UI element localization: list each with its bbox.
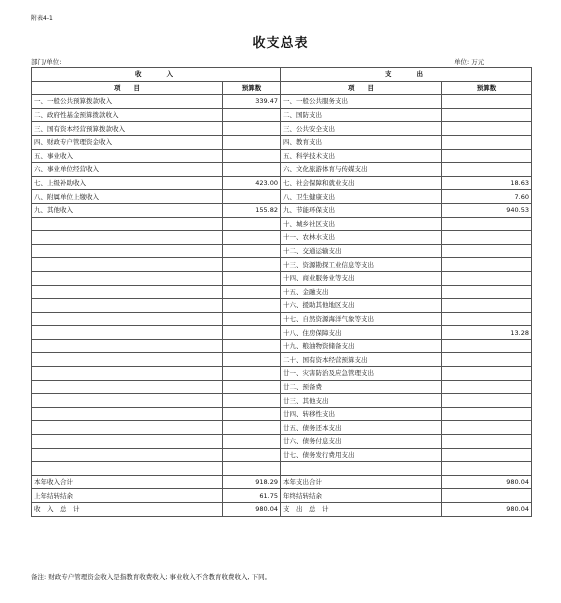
income-value-cell [223,244,281,258]
expense-item-cell: 六、文化旅游体育与传媒支出 [281,163,442,177]
total-row [32,503,532,517]
expense-value-cell [442,258,532,272]
expense-value-cell: 7.60 [442,190,532,204]
expense-value-cell [442,407,532,421]
table-row [32,231,532,245]
table-row [32,176,532,190]
table-row [32,122,532,136]
expense-budget-header: 预算数 [442,81,532,95]
income-item-cell [32,339,223,353]
table-row [32,299,532,313]
table-row [32,285,532,299]
income-item-cell [32,258,223,272]
income-value-cell [223,217,281,231]
expense-value-cell [442,299,532,313]
income-item-cell [32,231,223,245]
income-item-cell [32,367,223,381]
table-row [32,380,532,394]
expense-item-cell [281,462,442,476]
income-value-cell [223,394,281,408]
table-row [32,339,532,353]
expense-section-header: 支 出 [281,68,532,82]
income-value-cell [223,271,281,285]
expense-item-cell: 十一、农林水支出 [281,231,442,245]
expense-value-cell [442,285,532,299]
income-value-cell [223,421,281,435]
income-budget-header: 预算数 [223,81,281,95]
expense-item-cell: 廿一、灾害防治及应急管理支出 [281,367,442,381]
appendix-label: 附表4-1 [31,15,53,22]
income-item-cell: 六、事业单位经营收入 [32,163,223,177]
table-row [32,326,532,340]
income-value-cell [223,367,281,381]
income-value-cell [223,462,281,476]
income-value-cell [223,108,281,122]
income-item-header: 项 目 [32,81,223,95]
expense-item-cell: 十三、资源勘探工业信息等支出 [281,258,442,272]
expense-value-cell: 13.28 [442,326,532,340]
table-row [32,135,532,149]
income-item-cell [32,380,223,394]
expense-value-cell [442,271,532,285]
income-item-cell: 四、财政专户管理资金收入 [32,135,223,149]
expense-item-cell: 四、教育支出 [281,135,442,149]
column-header-row [32,81,532,95]
income-value-cell [223,231,281,245]
expense-item-cell: 十七、自然资源海洋气象等支出 [281,312,442,326]
income-section-header: 收 入 [32,68,281,82]
income-value-cell [223,353,281,367]
expense-item-cell: 廿六、债务付息支出 [281,435,442,449]
expense-item-cell: 廿三、其他支出 [281,394,442,408]
total-row [32,475,532,489]
income-item-cell: 三、国有资本经营预算拨款收入 [32,122,223,136]
income-value-cell [223,339,281,353]
income-item-cell [32,462,223,476]
expense-item-cell: 本年支出合计 [281,475,442,489]
income-item-cell: 八、附属单位上缴收入 [32,190,223,204]
income-item-cell [32,448,223,462]
table-row [32,407,532,421]
income-item-cell [32,421,223,435]
income-item-cell: 收 入 总 计 [32,503,223,517]
expense-item-cell: 二十、国有资本经营预算支出 [281,353,442,367]
expense-item-cell: 十、城乡社区支出 [281,217,442,231]
expense-value-cell: 980.04 [442,503,532,517]
income-value-cell [223,135,281,149]
income-value-cell: 61.75 [223,489,281,503]
income-value-cell [223,448,281,462]
income-value-cell [223,149,281,163]
expense-item-cell: 十九、粮油物资储备支出 [281,339,442,353]
expense-item-cell: 九、节能环保支出 [281,203,442,217]
table-row [32,190,532,204]
table-row [32,271,532,285]
income-value-cell [223,122,281,136]
expense-value-cell [442,135,532,149]
expense-value-cell: 980.04 [442,475,532,489]
expense-value-cell [442,448,532,462]
income-value-cell [223,312,281,326]
expense-value-cell [442,489,532,503]
department-label: 部门/单位: [31,58,62,66]
income-item-cell [32,326,223,340]
income-value-cell: 980.04 [223,503,281,517]
income-item-cell [32,394,223,408]
income-item-cell [32,285,223,299]
income-item-cell: 五、事业收入 [32,149,223,163]
expense-value-cell [442,394,532,408]
expense-value-cell: 18.63 [442,176,532,190]
income-item-cell [32,244,223,258]
expense-value-cell [442,339,532,353]
expense-value-cell [442,108,532,122]
expense-value-cell [442,367,532,381]
income-item-cell [32,312,223,326]
expense-item-cell: 廿四、转移性支出 [281,407,442,421]
income-item-cell: 本年收入合计 [32,475,223,489]
table-row [32,258,532,272]
income-item-cell [32,435,223,449]
table-row [32,367,532,381]
income-item-cell [32,407,223,421]
total-row [32,489,532,503]
expense-value-cell [442,462,532,476]
income-value-cell: 339.47 [223,95,281,109]
income-value-cell [223,299,281,313]
expense-item-cell: 十六、援助其他地区支出 [281,299,442,313]
income-item-cell [32,353,223,367]
expense-item-cell: 二、国防支出 [281,108,442,122]
expense-value-cell [442,353,532,367]
expense-item-cell: 七、社会保障和就业支出 [281,176,442,190]
expense-value-cell [442,122,532,136]
expense-item-cell: 十五、金融支出 [281,285,442,299]
income-item-cell: 上年结转结余 [32,489,223,503]
income-value-cell [223,326,281,340]
budget-table [31,67,532,517]
expense-value-cell: 940.53 [442,203,532,217]
expense-item-cell: 一、一般公共服务支出 [281,95,442,109]
table-row [32,435,532,449]
expense-value-cell [442,312,532,326]
income-value-cell [223,258,281,272]
expense-item-cell: 支 出 总 计 [281,503,442,517]
section-header-row [32,68,532,82]
expense-item-cell: 十八、住房保障支出 [281,326,442,340]
expense-item-cell: 十四、商业服务业等支出 [281,271,442,285]
expense-value-cell [442,149,532,163]
expense-value-cell [442,217,532,231]
income-item-cell [32,217,223,231]
income-value-cell [223,435,281,449]
expense-item-cell: 廿五、债务还本支出 [281,421,442,435]
unit-label: 单位: 万元 [454,58,485,66]
income-value-cell [223,285,281,299]
expense-item-header: 项 目 [281,81,442,95]
table-row [32,163,532,177]
expense-value-cell [442,435,532,449]
income-value-cell [223,407,281,421]
income-item-cell: 九、其他收入 [32,203,223,217]
table-row [32,421,532,435]
income-item-cell: 七、上级补助收入 [32,176,223,190]
table-row [32,108,532,122]
expense-item-cell: 八、卫生健康支出 [281,190,442,204]
table-row [32,448,532,462]
expense-value-cell [442,231,532,245]
expense-item-cell: 十二、交通运输支出 [281,244,442,258]
expense-item-cell: 五、科学技术支出 [281,149,442,163]
expense-item-cell: 年终结转结余 [281,489,442,503]
expense-item-cell: 廿二、预备费 [281,380,442,394]
expense-value-cell [442,95,532,109]
expense-value-cell [442,244,532,258]
income-value-cell [223,380,281,394]
table-row [32,394,532,408]
table-row [32,217,532,231]
income-value-cell: 155.82 [223,203,281,217]
table-row [32,353,532,367]
income-value-cell: 423.00 [223,176,281,190]
income-item-cell [32,299,223,313]
income-value-cell [223,163,281,177]
table-row [32,244,532,258]
table-row [32,95,532,109]
expense-value-cell [442,380,532,394]
table-row [32,203,532,217]
table-row [32,312,532,326]
income-item-cell: 一、一般公共预算拨款收入 [32,95,223,109]
table-row [32,462,532,476]
income-value-cell: 918.29 [223,475,281,489]
expense-value-cell [442,163,532,177]
footnote: 备注: 财政专户管理资金收入是指教育收费收入; 事业收入不含教育收费收入, 下同。 [31,573,272,581]
expense-item-cell: 三、公共安全支出 [281,122,442,136]
expense-item-cell: 廿七、债务发行费用支出 [281,448,442,462]
income-item-cell: 二、政府性基金预算拨款收入 [32,108,223,122]
table-row [32,149,532,163]
income-value-cell [223,190,281,204]
income-item-cell [32,271,223,285]
page-title: 收支总表 [252,36,309,51]
expense-value-cell [442,421,532,435]
